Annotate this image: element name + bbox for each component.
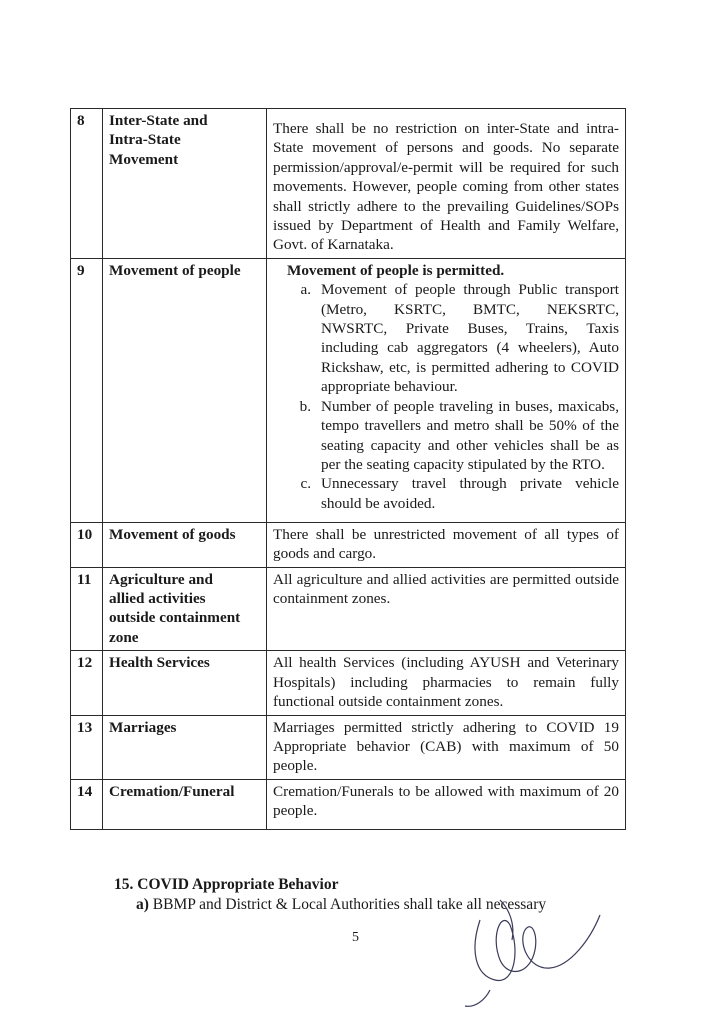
- table-row: [71, 522, 626, 567]
- row-number: 13: [71, 715, 103, 779]
- row-topic: Health Services: [103, 651, 267, 715]
- row-number: 8: [71, 109, 103, 259]
- table-row: [71, 258, 626, 522]
- row-description: All health Services (including AYUSH and Veterinary Hospitals) including pharmacies to remain fully functional outside containment zones.: [267, 651, 626, 715]
- movement-lead: Movement of people is permitted.: [287, 261, 505, 279]
- row-topic: Movement of goods: [103, 522, 267, 567]
- row-topic: Inter-State and Intra-State Movement: [103, 109, 267, 259]
- row-topic: Agriculture and allied activities outside containment zone: [103, 567, 267, 651]
- row-number: 12: [71, 651, 103, 715]
- row-description: There shall be no restriction on inter-State and intra-State movement of persons and goods. No separate permission/approval/e-permit will be required for such movements. However, people coming from other states shall strictly adhere to the prevailing Guidelines/SOPs issued by Department of Health and Family Welfare, Govt. of Karnataka.: [267, 109, 626, 259]
- row-description: Marriages permitted strictly adhering to COVID 19 Appropriate behavior (CAB) with maximum of 50 people.: [267, 715, 626, 779]
- table-row: [71, 109, 626, 259]
- row-description: There shall be unrestricted movement of all types of goods and cargo.: [267, 522, 626, 567]
- row-topic: Cremation/Funeral: [103, 779, 267, 829]
- guidelines-table: [70, 108, 626, 830]
- signature: [440, 880, 610, 1010]
- row-number: 10: [71, 522, 103, 567]
- row-description: All agriculture and allied activities are permitted outside containment zones.: [267, 567, 626, 651]
- list-item: a. Movement of people through Public transport (Metro, KSRTC, BMTC, NEKSRTC, NWSRTC, Private Buses, Trains, Taxis including cab aggregators (4 wheelers), Auto Rickshaw, etc, is permitted adhering to COVID appropriate behaviour.: [300, 281, 619, 396]
- table-row: [71, 567, 626, 651]
- list-item: c. Unnecessary travel through private vehicle should be avoided.: [300, 475, 619, 512]
- paragraph-text: BBMP and District & Local Authorities shall take all necessary: [152, 896, 547, 913]
- row-number: 14: [71, 779, 103, 829]
- section-heading: 15. COVID Appropriate Behavior: [114, 876, 339, 893]
- row-description: [267, 258, 626, 522]
- table-row: [71, 651, 626, 715]
- row-number: 11: [71, 567, 103, 651]
- row-number: 9: [71, 258, 103, 522]
- row-topic: Movement of people: [103, 258, 267, 522]
- paragraph-marker: a): [136, 896, 149, 913]
- row-topic: Marriages: [103, 715, 267, 779]
- list-item: b. Number of people traveling in buses, maxicabs, tempo travellers and metro shall be 50% of the seating capacity and other vehicles shall be as per the seating capacity stipulated by the RTO.: [299, 397, 619, 473]
- table-row: [71, 715, 626, 779]
- row-description: Cremation/Funerals to be allowed with maximum of 20 people.: [267, 779, 626, 829]
- table-row: [71, 779, 626, 829]
- page-number: 5: [352, 930, 359, 945]
